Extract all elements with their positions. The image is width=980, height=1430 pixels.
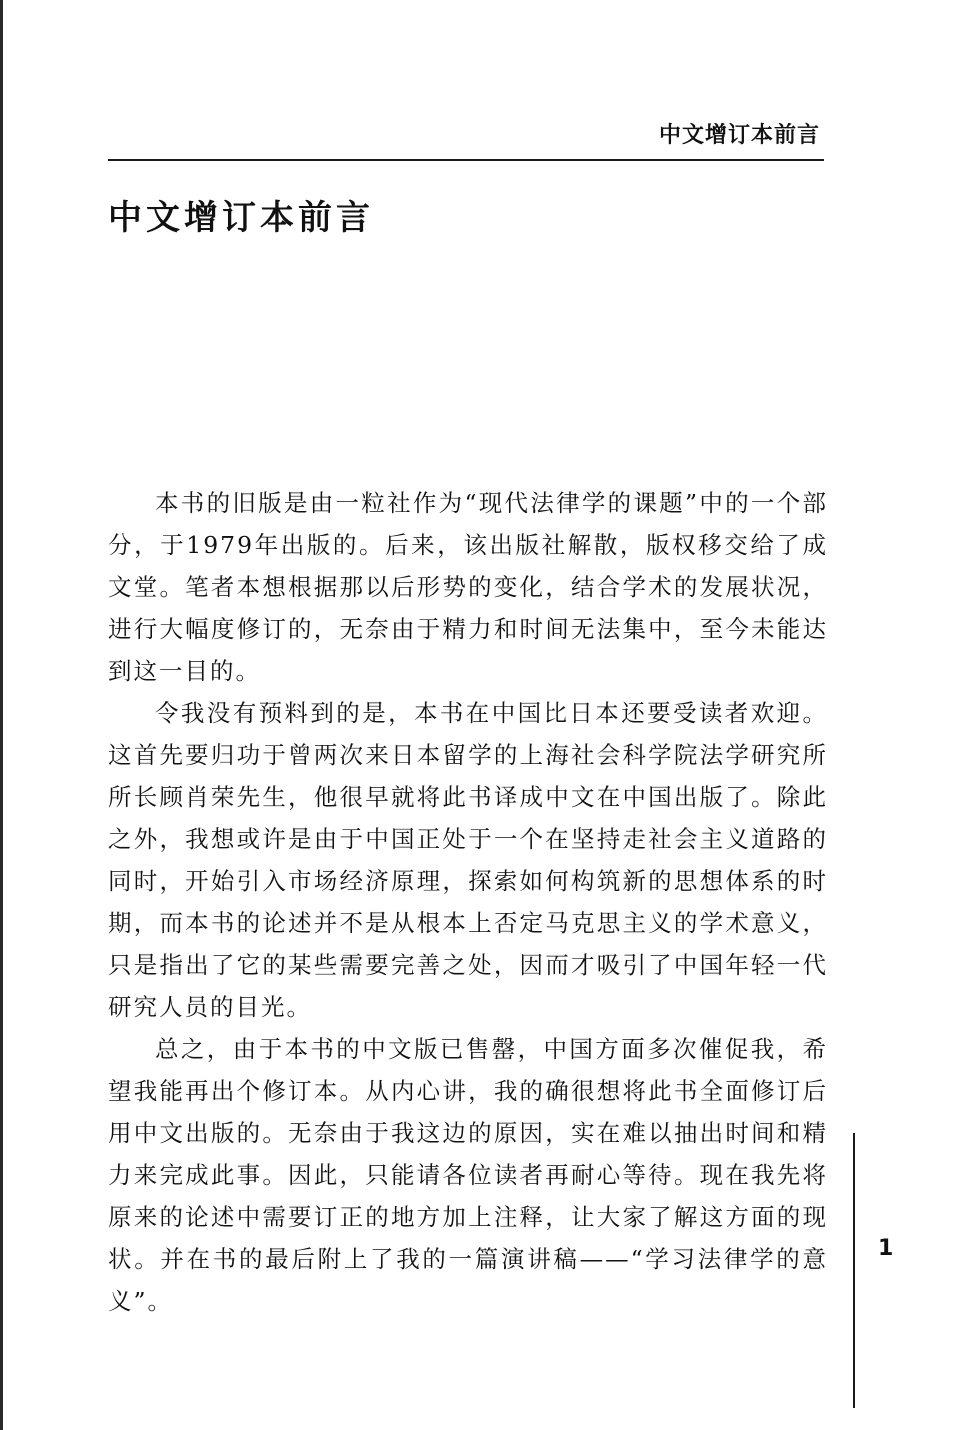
paragraph-2: 令我没有预料到的是，本书在中国比日本还要受读者欢迎。这首先要归功于曾两次来日本留学的上海社会科学院法学研究所所长顾肖荣先生，他很早就将此书译成中文在中国出版了。除此之外，我想或许是由于中国正处于一个在坚持走社会主义道路的同时，开始引入市场经济原理，探索如何构筑新的思想体系的时期，而本书的论述并不是从根本上否定马克思主义的学术意义，只是指出了它的某些需要完善之处，因而才吸引了中国年轻一代研究人员的目光。 (108, 699, 828, 1021)
paragraph-1: 本书的旧版是由一粒社作为“现代法律学的课题”中的一个部分，于1979年出版的。后来，该出版社解散，版权移交给了成文堂。笔者本想根据那以后形势的变化，结合学术的发展状况，进行大幅度修订的，无奈由于精力和时间无法集中，至今未能达到这一目的。 (108, 489, 828, 685)
running-header: 中文增订本前言 (658, 123, 820, 148)
page-margin-rule (853, 1133, 855, 1408)
header-rule (108, 159, 824, 161)
body-text (108, 482, 828, 1322)
chapter-title: 中文增订本前言 (108, 198, 374, 238)
page-left-edge (0, 0, 3, 1430)
page-number: 1 (878, 1236, 894, 1261)
paragraph-3: 总之，由于本书的中文版已售罄，中国方面多次催促我，希望我能再出个修订本。从内心讲，我的确很想将此书全面修订后用中文出版的。无奈由于我这边的原因，实在难以抽出时间和精力来完成此事。因此，只能请各位读者再耐心等待。现在我先将原来的论述中需要订正的地方加上注释，让大家了解这方面的现状。并在书的最后附上了我的一篇演讲稿——“学习法律学的意义”。 (108, 1035, 828, 1315)
